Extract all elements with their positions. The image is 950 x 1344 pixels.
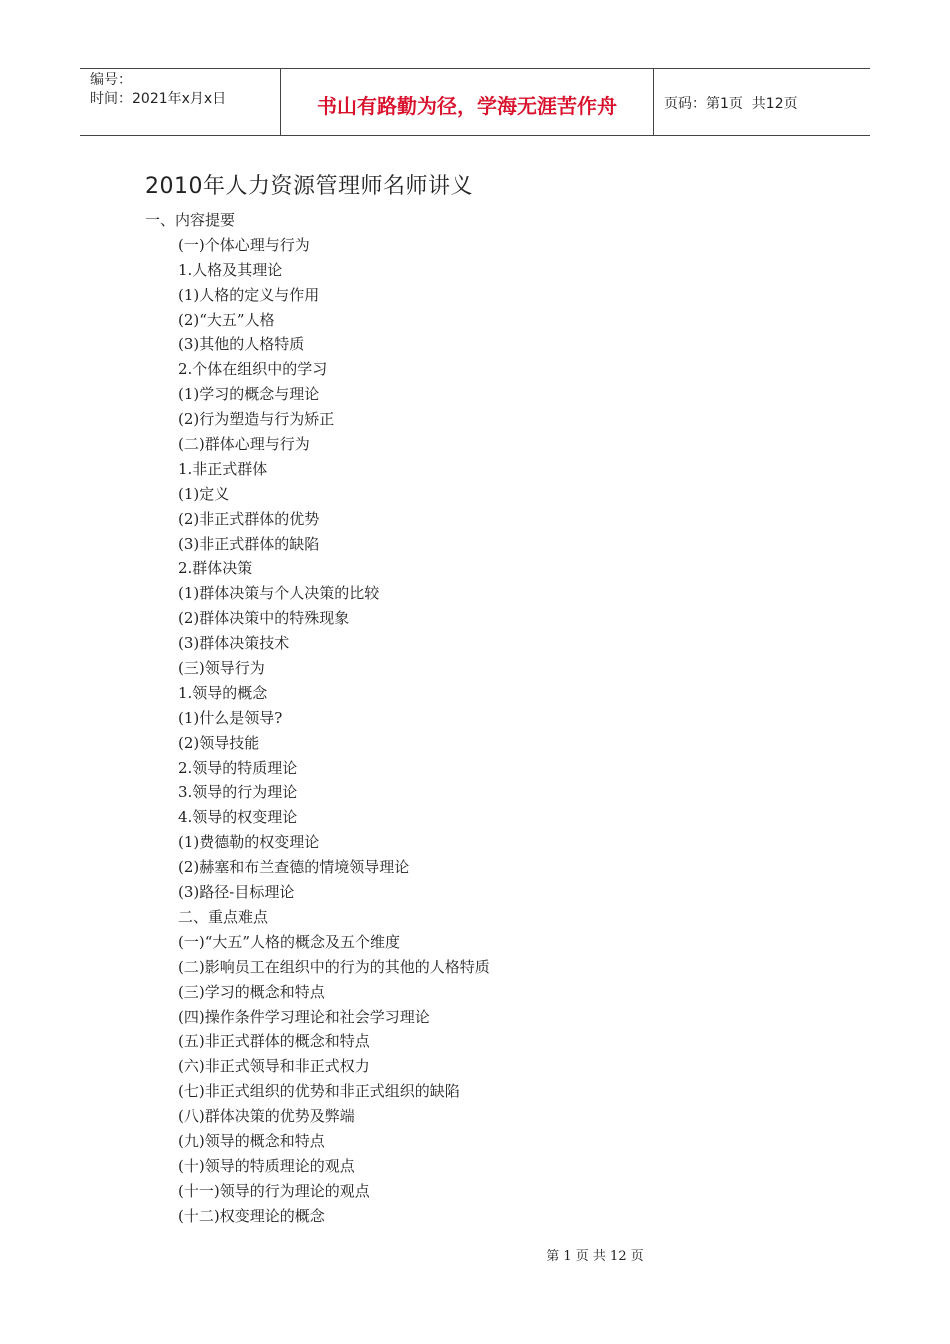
outline-item: (一)个体心理与行为 [178, 235, 310, 254]
outline-item: 4.领导的权变理论 [178, 808, 298, 827]
outline-item: 1.人格及其理论 [178, 260, 283, 279]
outline-item: (2)“大五”人格 [178, 310, 275, 329]
document-title: 2010年人力资源管理师名师讲义 [145, 174, 473, 199]
header-motto: 书山有路勤为径，学海无涯苦作舟 [281, 69, 654, 135]
outline-list [0, 208, 950, 1229]
outline-item: (十二)权变理论的概念 [178, 1206, 325, 1225]
outline-item: (三)领导行为 [178, 659, 265, 678]
header-meta [80, 69, 281, 135]
outline-item: (八)群体决策的优势及弊端 [178, 1107, 355, 1126]
outline-item: (1)费德勒的权变理论 [178, 833, 320, 852]
outline-item: (2)赫塞和布兰查德的情境领导理论 [178, 858, 410, 877]
outline-item: (七)非正式组织的优势和非正式组织的缺陷 [178, 1082, 460, 1101]
outline-item: 2.个体在组织中的学习 [178, 360, 328, 379]
time-label: 时间：2021年x月x日 [90, 91, 227, 107]
outline-item: (九)领导的概念和特点 [178, 1131, 325, 1150]
outline-item: (三)学习的概念和特点 [178, 982, 325, 1001]
outline-item: (一)“大五”人格的概念及五个维度 [178, 932, 401, 951]
outline-item: (二)影响员工在组织中的行为的其他的人格特质 [178, 957, 490, 976]
outline-item: (1)群体决策与个人决策的比较 [178, 584, 380, 603]
outline-item: (3)非正式群体的缺陷 [178, 534, 320, 553]
outline-item: (2)行为塑造与行为矫正 [178, 410, 335, 429]
outline-item: 2.领导的特质理论 [178, 758, 298, 777]
outline-item: (2)非正式群体的优势 [178, 509, 320, 528]
outline-item: (二)群体心理与行为 [178, 435, 310, 454]
outline-item: 1.领导的概念 [178, 683, 268, 702]
outline-item: 1.非正式群体 [178, 459, 268, 478]
outline-item: (2)领导技能 [178, 733, 260, 752]
outline-item: (十一)领导的行为理论的观点 [178, 1181, 370, 1200]
outline-item: (3)群体决策技术 [178, 634, 290, 653]
header-page-info [654, 69, 870, 135]
outline-item: (1)人格的定义与作用 [178, 285, 320, 304]
outline-item: (3)路径-目标理论 [178, 883, 295, 902]
outline-item: (1)什么是领导? [178, 708, 283, 727]
outline-item: 3.领导的行为理论 [178, 783, 298, 802]
outline-item: (2)群体决策中的特殊现象 [178, 609, 350, 628]
outline-item: (六)非正式领导和非正式权力 [178, 1057, 370, 1076]
page-footer [0, 1245, 950, 1264]
outline-item: (十)领导的特质理论的观点 [178, 1156, 355, 1175]
number-label: 编号： [90, 72, 132, 88]
page-label: 页码：第1页 共12页 [664, 96, 798, 112]
outline-item: 2.群体决策 [178, 559, 253, 578]
footer-page-number: 第 1 页 共 12 页 [546, 1249, 644, 1264]
outline-item: (1)学习的概念与理论 [178, 385, 320, 404]
section-heading: 一、内容提要 [145, 211, 236, 229]
page-header [80, 68, 870, 136]
outline-item: (五)非正式群体的概念和特点 [178, 1032, 370, 1051]
outline-item: (四)操作条件学习理论和社会学习理论 [178, 1007, 430, 1026]
outline-item: (3)其他的人格特质 [178, 335, 305, 354]
section-heading: 二、重点难点 [178, 907, 269, 926]
outline-item: (1)定义 [178, 484, 230, 503]
